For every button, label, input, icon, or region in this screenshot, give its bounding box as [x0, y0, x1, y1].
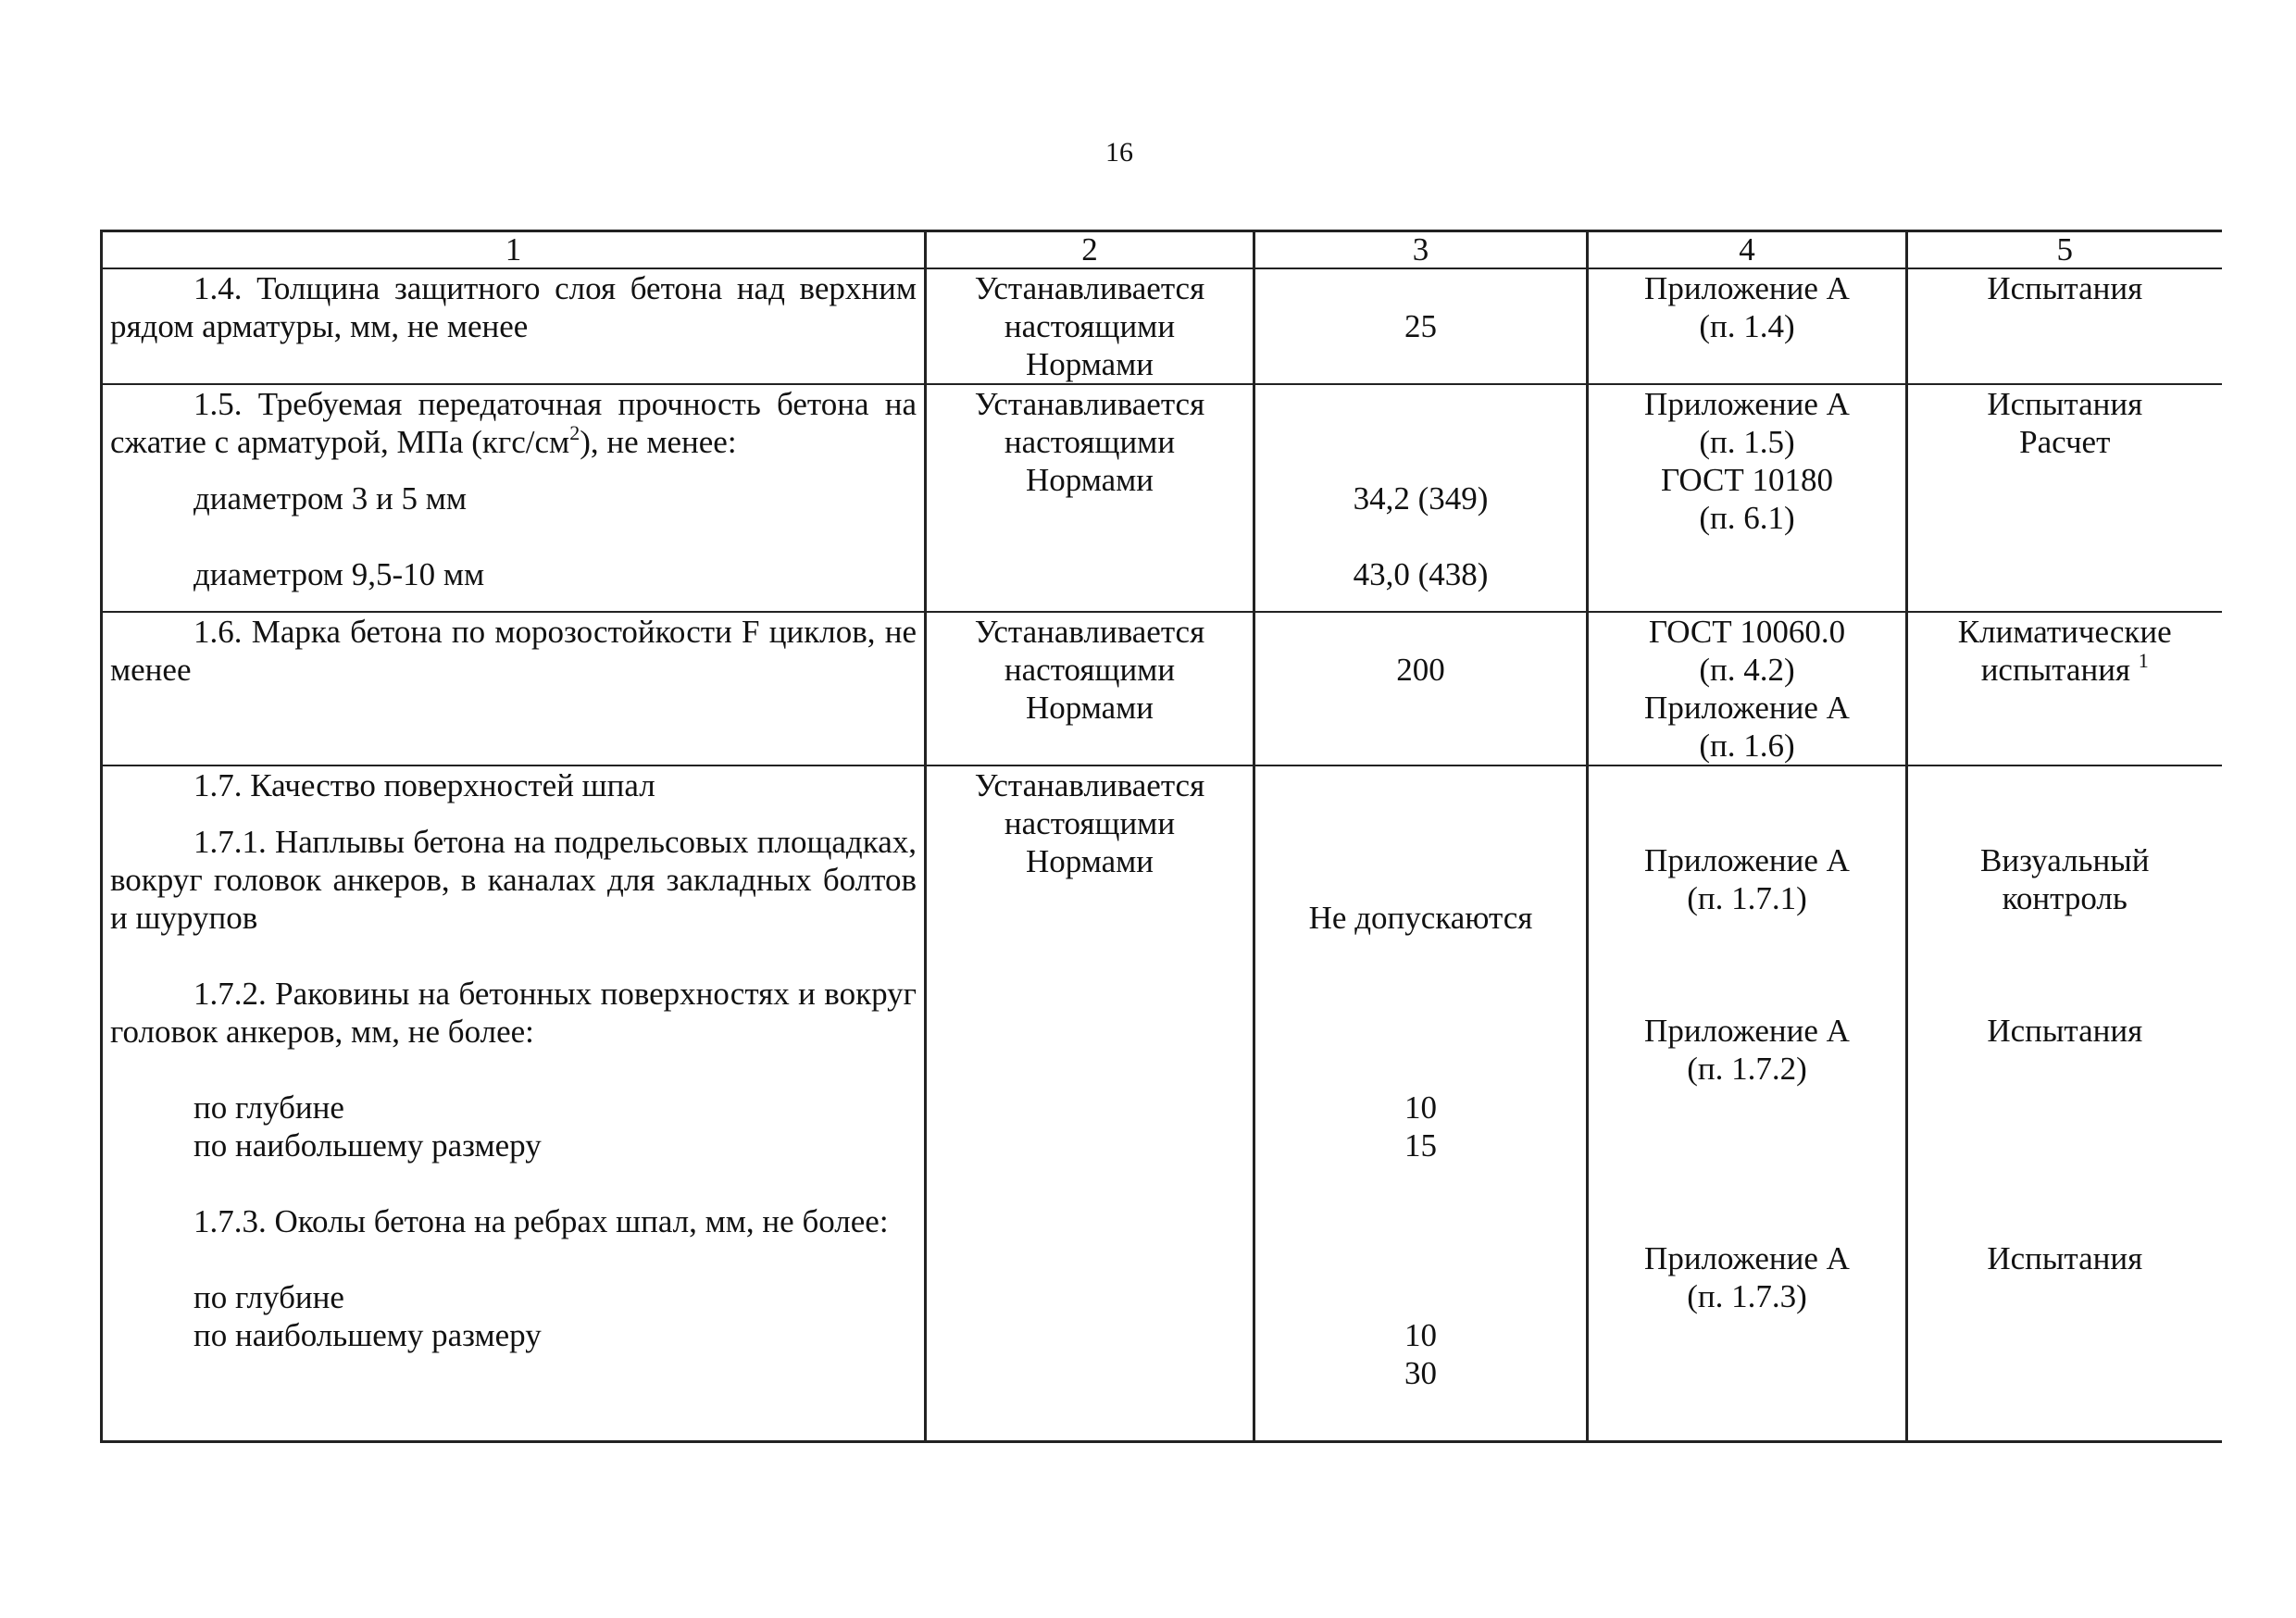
row-1-7-reference: [1588, 765, 1907, 1441]
item-1-7-1-method: Визуальный: [1980, 842, 2150, 878]
row-1-6-value: [1254, 612, 1588, 765]
spacer: [1915, 1050, 2215, 1088]
row-1-7-title: 1.7. Качество поверхностей шпал: [193, 767, 655, 803]
row-1-4-description: [102, 268, 926, 384]
row-1-7-description: [102, 765, 926, 1441]
spacer: [1915, 1164, 2215, 1201]
spacer: [1915, 804, 2215, 823]
item-1-7-2-ref: Приложение А: [1644, 1013, 1850, 1049]
spacer: [110, 937, 917, 975]
method-line: Расчет: [2019, 424, 2111, 460]
item-1-7-1-ref: Приложение А: [1644, 842, 1850, 878]
item-1-7-2-desc: 1.7.2. Раковины на бетонных поверхностях и вокруг головок анкеров, мм, не более:: [110, 976, 917, 1050]
row-1-6-how: [926, 612, 1254, 765]
item-1-7-3-method: Испытания: [1987, 1240, 2143, 1276]
ref-line: ГОСТ 10180: [1660, 462, 1834, 498]
spacer: [1263, 842, 1578, 880]
row-1-4-reference: [1588, 268, 1907, 384]
column-header-4: 4: [1588, 231, 1907, 269]
spacer: [1596, 955, 1898, 993]
value-text: 25: [1404, 308, 1437, 344]
row-1-5-sub1-label: диаметром 3 и 5 мм: [193, 480, 467, 517]
spacer: [1596, 1201, 1898, 1239]
row-1-5-how: [926, 384, 1254, 612]
spacer: [1263, 937, 1578, 975]
spacer: [1263, 1013, 1578, 1051]
spacer: [1915, 1201, 2215, 1239]
spacer: [1596, 1088, 1898, 1126]
ref-line: ГОСТ 10060.0: [1648, 614, 1846, 650]
row-1-5-description: [102, 384, 926, 612]
item-1-7-3-size-value: 30: [1404, 1355, 1437, 1391]
item-1-7-1-ref: (п. 1.7.1): [1687, 880, 1807, 916]
how-line: Нормами: [1025, 346, 1154, 382]
ref-line: (п. 1.4): [1699, 308, 1795, 344]
spacer: [1915, 766, 2215, 804]
spacer: [1596, 1126, 1898, 1164]
spacer: [1263, 517, 1578, 555]
ref-line: (п. 1.5): [1699, 424, 1795, 460]
spacer: [1915, 917, 2215, 955]
row-1-5-method: [1907, 384, 2222, 612]
item-1-7-1-desc: 1.7.1. Наплывы бетона на подрельсовых площадках, вокруг головок анкеров, в каналах для закладных болтов и шурупов: [110, 824, 917, 936]
row-1-5-value: [1254, 384, 1588, 612]
table-row: [102, 384, 2222, 612]
row-1-5-sub2-label: диаметром 9,5-10 мм: [193, 556, 485, 592]
spacer: [1915, 823, 2215, 841]
spacer: [1263, 1240, 1578, 1278]
row-1-6-method: [1907, 612, 2222, 765]
spacer: [1263, 975, 1578, 1013]
table-row: [102, 765, 2222, 1441]
row-1-4-desc-text: 1.4. Толщина защитного слоя бетона над верхним рядом арматуры, мм, не менее: [110, 270, 917, 344]
desc-part: ), не менее:: [580, 424, 737, 460]
item-1-7-2-depth-label: по глубине: [193, 1089, 344, 1126]
item-1-7-2-ref: (п. 1.7.2): [1687, 1051, 1807, 1087]
spacer: [1596, 823, 1898, 841]
spacer: [1915, 1088, 2215, 1126]
method-line: [1915, 651, 2215, 689]
method-line: Испытания: [1987, 386, 2143, 422]
desc-part: 1.5. Требуемая передаточная прочность бетона на сжатие с арматурой, МПа (кгс/см: [110, 386, 917, 460]
row-1-4-value: [1254, 268, 1588, 384]
value-text: 34,2 (349): [1353, 480, 1489, 517]
how-line: настоящими: [1004, 652, 1176, 688]
how-line: Устанавливается: [974, 767, 1205, 803]
ref-line: Приложение А: [1644, 386, 1850, 422]
how-line: настоящими: [1004, 805, 1176, 841]
spacer: [110, 1164, 917, 1202]
row-1-7-method: [1907, 765, 2222, 1441]
item-1-7-2-size-value: 15: [1404, 1127, 1437, 1164]
spacer: [110, 517, 917, 555]
method-text: Испытания: [1987, 270, 2143, 306]
column-header-3: 3: [1254, 231, 1588, 269]
spacer: [1263, 1164, 1578, 1202]
how-line: Устанавливается: [974, 614, 1205, 650]
spacer: [1596, 993, 1898, 1012]
row-1-7-how: [926, 765, 1254, 1441]
table-header-row: [102, 231, 2222, 269]
spacer: [1263, 804, 1578, 842]
spacer: [1263, 1051, 1578, 1089]
row-1-5-desc-text: [110, 385, 917, 461]
spacer: [1263, 1202, 1578, 1240]
value-text: 200: [1396, 652, 1445, 688]
ref-line: Приложение А: [1644, 690, 1850, 726]
spacer: [1596, 917, 1898, 955]
column-header-5: 5: [1907, 231, 2222, 269]
row-1-6-desc-text: 1.6. Марка бетона по морозостойкости F циклов, не менее: [110, 614, 917, 688]
row-1-6-description: [102, 612, 926, 765]
item-1-7-1-method: контроль: [2002, 880, 2128, 916]
spacer: [1915, 993, 2215, 1012]
value-text: 43,0 (438): [1353, 556, 1489, 592]
spacer: [1263, 461, 1578, 479]
spacer: [1263, 880, 1578, 899]
superscript: 2: [569, 421, 580, 444]
how-line: Нормами: [1025, 690, 1154, 726]
spacer: [1596, 804, 1898, 823]
how-line: Нормами: [1025, 462, 1154, 498]
ref-line: Приложение А: [1644, 270, 1850, 306]
item-1-7-3-ref: Приложение А: [1644, 1240, 1850, 1276]
column-header-2: 2: [926, 231, 1254, 269]
spacer: [1263, 1278, 1578, 1316]
how-line: настоящими: [1004, 308, 1176, 344]
spacer: [110, 804, 917, 823]
spacer: [1263, 613, 1578, 651]
spacer: [110, 461, 917, 479]
spacer: [1915, 955, 2215, 993]
how-line: Нормами: [1025, 843, 1154, 879]
spacer: [1915, 1126, 2215, 1164]
item-1-7-3-desc: 1.7.3. Околы бетона на ребрах шпал, мм, не более:: [193, 1203, 889, 1239]
item-1-7-2-size-label: по наибольшему размеру: [193, 1127, 542, 1164]
spacer: [1596, 1164, 1898, 1201]
spacer: [110, 1051, 917, 1089]
spacer: [1263, 423, 1578, 461]
item-1-7-2-method: Испытания: [1987, 1013, 2143, 1049]
table-row: [102, 612, 2222, 765]
item-1-7-2-depth-value: 10: [1404, 1089, 1437, 1126]
row-1-4-how: [926, 268, 1254, 384]
method-text: испытания: [1980, 652, 2131, 688]
ref-line: (п. 1.6): [1699, 728, 1795, 764]
table-row: [102, 268, 2222, 384]
item-1-7-3-size-label: по наибольшему размеру: [193, 1317, 542, 1353]
spacer: [1263, 385, 1578, 423]
spacer: [1596, 766, 1898, 804]
column-header-1: 1: [102, 231, 926, 269]
row-1-4-method: [1907, 268, 2222, 384]
spacer: [1263, 269, 1578, 307]
item-1-7-1-value: Не допускаются: [1308, 900, 1533, 936]
row-1-7-value: [1254, 765, 1588, 1441]
item-1-7-3-depth-label: по глубине: [193, 1279, 344, 1315]
row-1-5-reference: [1588, 384, 1907, 612]
page-number: 16: [1105, 137, 1133, 168]
method-line: Климатические: [1957, 614, 2172, 650]
ref-line: (п. 4.2): [1699, 652, 1795, 688]
row-1-6-reference: [1588, 612, 1907, 765]
how-line: Устанавливается: [974, 386, 1205, 422]
how-line: Устанавливается: [974, 270, 1205, 306]
requirements-table: [100, 230, 2222, 1443]
spacer: [110, 1240, 917, 1278]
ref-line: (п. 6.1): [1699, 500, 1795, 536]
how-line: настоящими: [1004, 424, 1176, 460]
footnote-marker: 1: [2138, 649, 2149, 672]
item-1-7-3-ref: (п. 1.7.3): [1687, 1278, 1807, 1314]
spacer: [1263, 766, 1578, 804]
item-1-7-3-depth-value: 10: [1404, 1317, 1437, 1353]
